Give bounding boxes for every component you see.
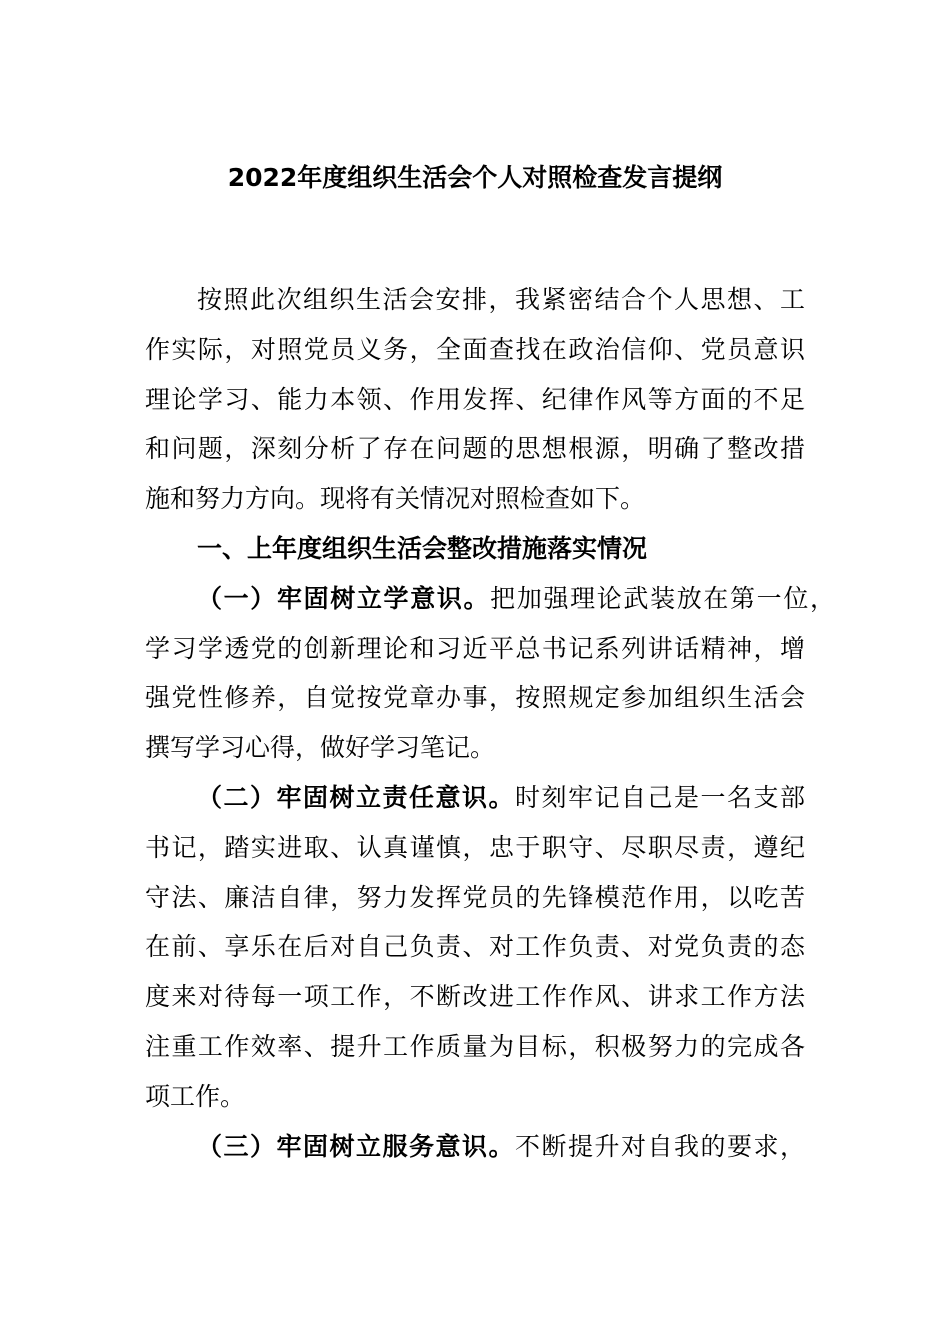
item-1-line: 撰写学习心得，做好学习笔记。 [145, 733, 496, 763]
intro-line-5: 施和努力方向。现将有关情况对照检查如下。 [145, 484, 646, 514]
item-2-first-line [145, 773, 805, 823]
item-2-line: 书记，踏实进取、认真谨慎，忠于职守、尽职尽责，遵纪 [145, 832, 805, 862]
intro-line-1: 按照此次组织生活会安排，我紧密结合个人思想、工 [197, 285, 805, 314]
item-2-label: （二）牢固树立责任意识。 [197, 782, 515, 812]
section-heading: 一、上年度组织生活会整改措施落实情况 [197, 533, 648, 563]
item-2-line: 注重工作效率、提升工作质量为目标，积极努力的完成各 [145, 1031, 805, 1061]
intro-line-2: 作实际，对照党员义务，全面查找在政治信仰、党员意识 [145, 334, 805, 364]
item-3-first-line [145, 1122, 805, 1172]
item-1-line: 强党性修养，自觉按党章办事，按照规定参加组织生活会 [145, 683, 805, 713]
item-1-lead: 把加强理论武装放在第一位， [490, 583, 835, 613]
item-2-line: 项工作。 [145, 1081, 246, 1111]
intro-line-3: 理论学习、能力本领、作用发挥、纪律作风等方面的不足 [145, 384, 805, 414]
document-title: 2022年度组织生活会个人对照检查发言提纲 [227, 163, 723, 192]
item-1-first-line [145, 574, 835, 624]
item-2-line: 度来对待每一项工作，不断改进工作作风、讲求工作方法 [145, 982, 805, 1012]
item-3-lead: 不断提升对自我的要求， [514, 1131, 805, 1161]
item-2-lead: 时刻牢记自己是一名支部 [514, 782, 805, 812]
item-1-line: 学习学透党的创新理论和习近平总书记系列讲话精神，增 [145, 633, 805, 663]
intro-line-4: 和问题，深刻分析了存在问题的思想根源，明确了整改措 [145, 434, 805, 464]
item-1-label: （一）牢固树立学意识。 [197, 583, 491, 613]
item-3-label: （三）牢固树立服务意识。 [197, 1131, 515, 1161]
item-2-line: 在前、享乐在后对自己负责、对工作负责、对党负责的态 [145, 932, 805, 962]
document-body [145, 275, 845, 1171]
item-2-line: 守法、廉洁自律，努力发挥党员的先锋模范作用，以吃苦 [145, 882, 805, 912]
